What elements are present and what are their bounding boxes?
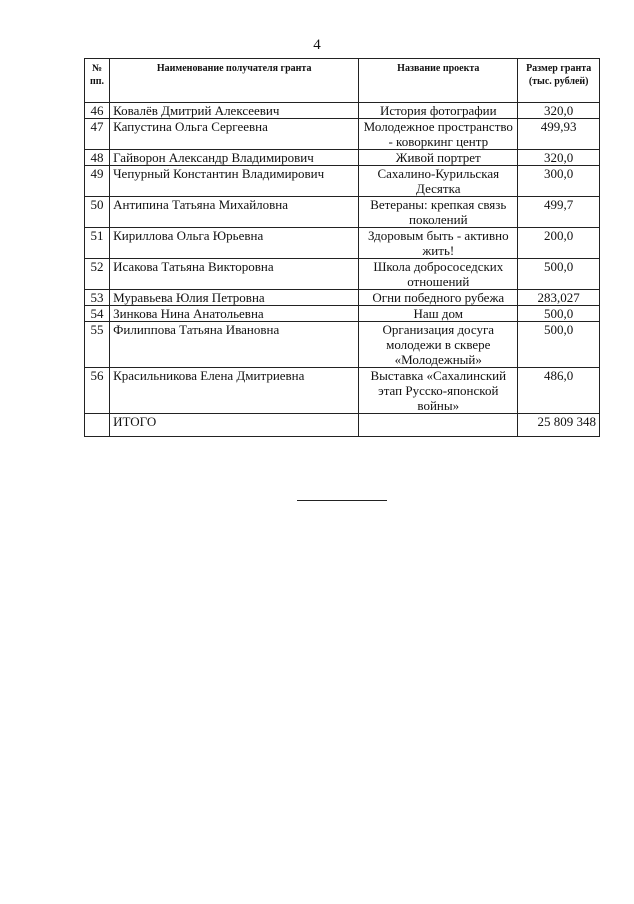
header-num: № пп.: [85, 59, 110, 103]
table-header-row: [85, 59, 600, 103]
table-row: [85, 119, 600, 150]
project-title: Наш дом: [359, 306, 518, 322]
recipient-name: Зинкова Нина Анатольевна: [110, 306, 359, 322]
recipient-name: Капустина Ольга Сергеевна: [110, 119, 359, 150]
grant-amount: 300,0: [518, 166, 600, 197]
table-row: [85, 259, 600, 290]
table-row: [85, 322, 600, 368]
grant-amount: 500,0: [518, 259, 600, 290]
total-amount: 25 809 348: [518, 414, 600, 437]
total-row: [85, 414, 600, 437]
table-row: [85, 103, 600, 119]
grant-amount: 320,0: [518, 150, 600, 166]
row-number: 50: [85, 197, 110, 228]
row-number: 48: [85, 150, 110, 166]
grant-amount: 200,0: [518, 228, 600, 259]
row-number: 56: [85, 368, 110, 414]
recipient-name: Муравьева Юлия Петровна: [110, 290, 359, 306]
project-title: Огни победного рубежа: [359, 290, 518, 306]
grant-amount: 500,0: [518, 306, 600, 322]
row-number: 46: [85, 103, 110, 119]
project-title: История фотографии: [359, 103, 518, 119]
grant-amount: 499,93: [518, 119, 600, 150]
table-body: [85, 103, 600, 414]
header-name: Наименование получателя гранта: [110, 59, 359, 103]
grant-amount: 500,0: [518, 322, 600, 368]
row-number: 51: [85, 228, 110, 259]
grant-amount: 283,027: [518, 290, 600, 306]
table-row: [85, 166, 600, 197]
project-title: Организация досуга молодежи в сквере «Молодежный»: [359, 322, 518, 368]
recipient-name: Кириллова Ольга Юрьевна: [110, 228, 359, 259]
total-num-cell: [85, 414, 110, 437]
header-project: Название проекта: [359, 59, 518, 103]
page-number: 4: [313, 37, 321, 53]
row-number: 49: [85, 166, 110, 197]
table-row: [85, 150, 600, 166]
row-number: 53: [85, 290, 110, 306]
project-title: Ветераны: крепкая связь поколений: [359, 197, 518, 228]
project-title: Здоровым быть - активно жить!: [359, 228, 518, 259]
total-label: ИТОГО: [110, 414, 359, 437]
project-title: Выставка «Сахалинский этап Русско-японской войны»: [359, 368, 518, 414]
grant-amount: 486,0: [518, 368, 600, 414]
row-number: 52: [85, 259, 110, 290]
table-row: [85, 306, 600, 322]
recipient-name: Гайворон Александр Владимирович: [110, 150, 359, 166]
table-row: [85, 368, 600, 414]
row-number: 47: [85, 119, 110, 150]
total-project-cell: [359, 414, 518, 437]
recipient-name: Филиппова Татьяна Ивановна: [110, 322, 359, 368]
table-row: [85, 290, 600, 306]
project-title: Молодежное пространство - коворкинг центр: [359, 119, 518, 150]
project-title: Сахалино-Курильская Десятка: [359, 166, 518, 197]
header-amount: Размер гранта (тыс. рублей): [518, 59, 600, 103]
table-row: [85, 228, 600, 259]
row-number: 54: [85, 306, 110, 322]
row-number: 55: [85, 322, 110, 368]
recipient-name: Антипина Татьяна Михайловна: [110, 197, 359, 228]
recipient-name: Чепурный Константин Владимирович: [110, 166, 359, 197]
table-row: [85, 197, 600, 228]
grant-amount: 499,7: [518, 197, 600, 228]
grant-amount: 320,0: [518, 103, 600, 119]
project-title: Живой портрет: [359, 150, 518, 166]
recipient-name: Исакова Татьяна Викторовна: [110, 259, 359, 290]
recipient-name: Красильникова Елена Дмитриевна: [110, 368, 359, 414]
project-title: Школа добрососедских отношений: [359, 259, 518, 290]
end-rule: [297, 500, 387, 501]
recipient-name: Ковалёв Дмитрий Алексеевич: [110, 103, 359, 119]
grants-table: [84, 58, 600, 437]
